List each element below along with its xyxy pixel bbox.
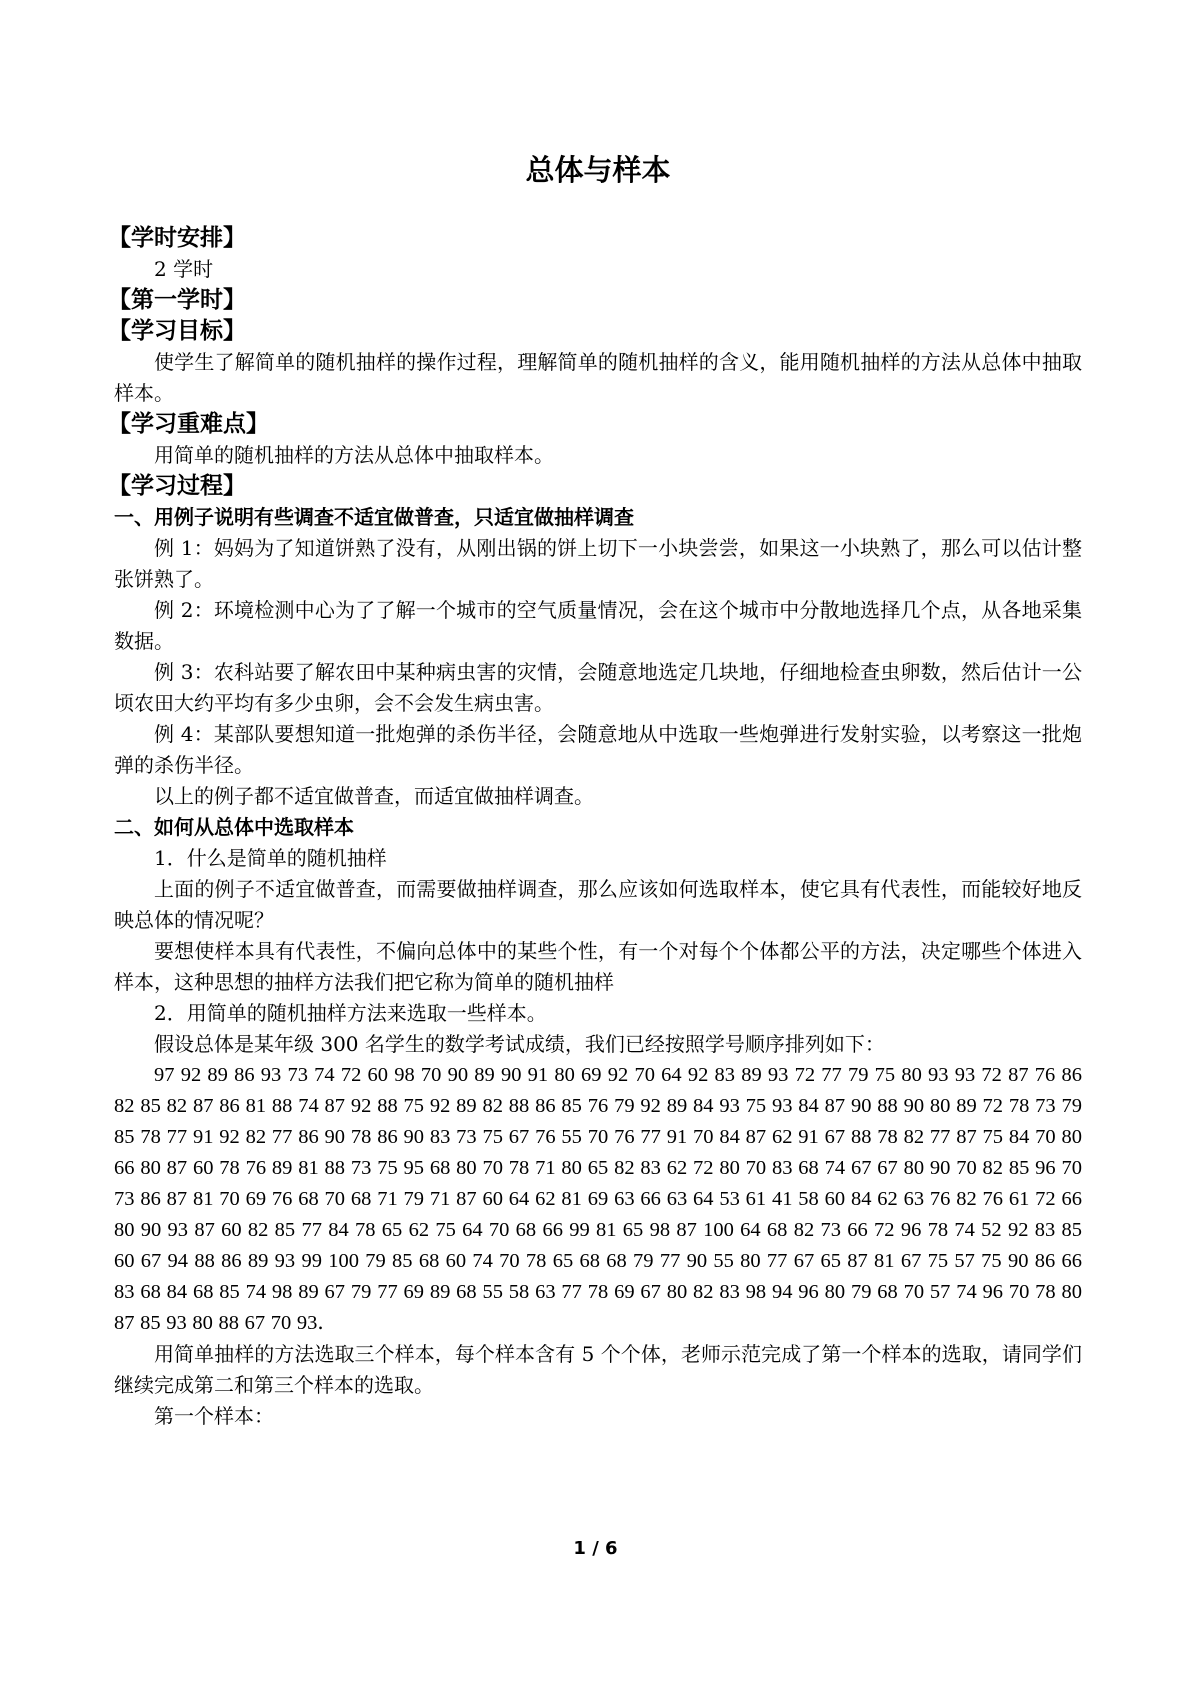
schedule-heading: 【学时安排】: [108, 225, 246, 251]
goals-text: 使学生了解简单的随机抽样的操作过程，理解简单的随机抽样的含义，能用随机抽样的方法从总体中抽取样本。: [114, 350, 1082, 405]
paragraph-2: 要想使样本具有代表性，不偏向总体中的某些个性，有一个对每个个体都公平的方法，决定哪些个体进入样本，这种思想的抽样方法我们把它称为简单的随机抽样: [114, 939, 1082, 994]
example-4: 例 4：某部队要想知道一批炮弹的杀伤半径，会随意地从中选取一些炮弹进行发射实验，以考察这一批炮弹的杀伤半径。: [114, 722, 1082, 777]
keypoints-heading: 【学习重难点】: [108, 411, 269, 437]
goals-heading: 【学习目标】: [108, 318, 246, 344]
paragraph-4: 用简单抽样的方法选取三个样本，每个样本含有 5 个个体，老师示范完成了第一个样本的选取，请同学们继续完成第二和第三个样本的选取。: [114, 1342, 1082, 1397]
schedule-text: 2 学时: [154, 257, 214, 281]
part1-heading: 一、用例子说明有些调查不适宜做普查，只适宜做抽样调查: [114, 505, 634, 529]
process-heading: 【学习过程】: [108, 473, 246, 499]
page-number: 1 / 6: [573, 1538, 618, 1559]
example-3: 例 3：农科站要了解农田中某种病虫害的灾情，会随意地选定几块地，仔细地检查虫卵数，然后估计一公顷农田大约平均有多少虫卵，会不会发生病虫害。: [114, 660, 1082, 715]
subsection-2: 2．用简单的随机抽样方法来选取一些样本。: [154, 1001, 547, 1025]
lesson1-heading: 【第一学时】: [108, 287, 246, 313]
score-list: 97 92 89 86 93 73 74 72 60 98 70 90 89 90 91 80 69 92 70 64 92 83 89 93 72 77 79 75 80 93 93 72 87 76 86 82 85 82 87 86 81 88 74 87 92 88 75 92 89 82 88 86 85 76 79 92 89 84 93 75 93 84 87 90 88 90 80 89 72 78 73 79 85 78 77 91 92 82 77 86 90 78 86 90 83 73 75 67 76 55 70 76 77 91 70 84 87 62 91 67 88 78 82 77 87 75 84 70 80 66 80 87 60 78 76 89 81 88 73 75 95 68 80 70 78 71 80 65 82 83 62 72 80 70 83 68 74 67 67 80 90 70 82 85 96 70 73 86 87 81 70 69 76 68 70 68 71 79 71 87 60 64 62 81 69 63 66 63 64 53 61 41 58 60 84 62 63 76 82 76 61 72 66 80 90 93 87 60 82 85 77 84 78 65 62 75 64 70 68 66 99 81 65 98 87 100 64 68 82 73 66 72 96 78 74 52 92 83 85 60 67 94 88 86 89 93 99 100 79 85 68 60 74 70 78 65 68 68 79 77 90 55 80 77 67 65 87 81 67 75 57 75 90 86 66 83 68 84 68 85 74 98 89 67 79 77 69 89 68 55 58 63 77 78 69 67 80 82 83 98 94 96 80 79 68 70 57 74 96 70 78 80 87 85 93 80 88 67 70 93．: [114, 1064, 1082, 1334]
examples-summary: 以上的例子都不适宜做普查，而适宜做抽样调查。: [154, 784, 594, 808]
subsection-1: 1．什么是简单的随机抽样: [154, 846, 387, 870]
example-2: 例 2：环境检测中心为了了解一个城市的空气质量情况，会在这个城市中分散地选择几个点，从各地采集数据。: [114, 598, 1082, 653]
keypoints-text: 用简单的随机抽样的方法从总体中抽取样本。: [154, 443, 554, 467]
part2-heading: 二、如何从总体中选取样本: [114, 815, 354, 839]
page-title: 总体与样本: [525, 153, 671, 187]
paragraph-3: 假设总体是某年级 300 名学生的数学考试成绩，我们已经按照学号顺序排列如下：: [154, 1032, 885, 1056]
paragraph-1: 上面的例子不适宜做普查，而需要做抽样调查，那么应该如何选取样本，使它具有代表性，而能较好地反映总体的情况呢？: [114, 877, 1082, 932]
document-body: [108, 150, 1082, 1432]
example-1: 例 1：妈妈为了知道饼熟了没有，从刚出锅的饼上切下一小块尝尝，如果这一小块熟了，那么可以估计整张饼熟了。: [114, 536, 1082, 591]
sample-1-label: 第一个样本：: [154, 1404, 274, 1428]
